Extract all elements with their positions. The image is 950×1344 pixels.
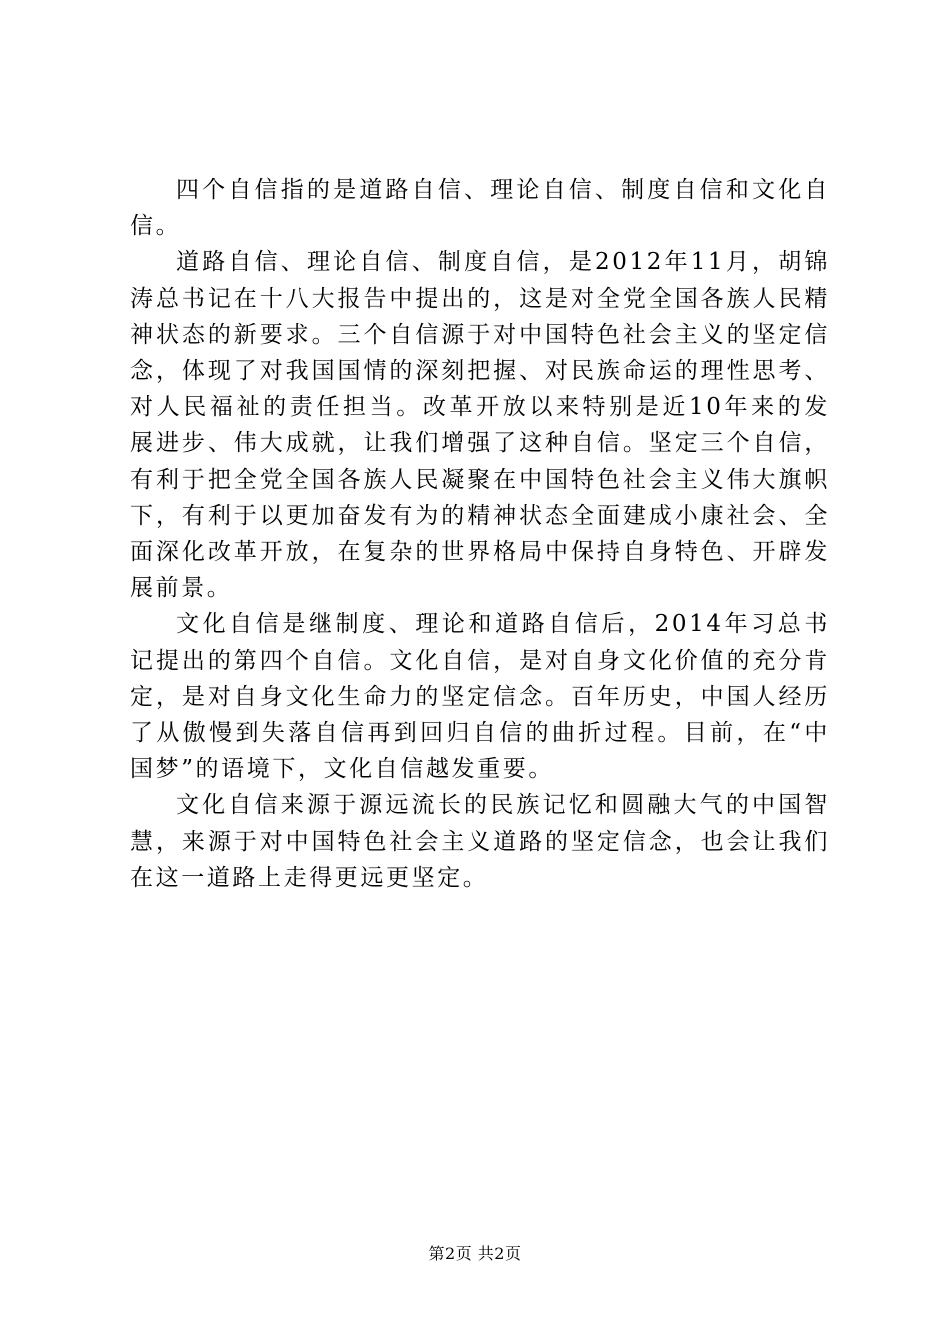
paragraph-cultural-confidence: 文化自信是继制度、理论和道路自信后，2014年习总书记提出的第四个自信。文化自信，是对自身文化价值的充分肯定，是对自身文化生命力的坚定信念。百年历史，中国人经历了从傲慢到失落自信再到回归自信的曲折过程。目前，在“中国梦”的语境下，文化自信越发重要。 [130, 611, 830, 783]
paragraph-three-confidences: 道路自信、理论自信、制度自信，是2012年11月，胡锦涛总书记在十八大报告中提出的，这是对全党全国各族人民精神状态的新要求。三个自信源于对中国特色社会主义的坚定信念，体现了对我国国情的深刻把握、对民族命运的理性思考、对人民福祉的责任担当。改革开放以来特别是近10年来的发展进步、伟大成就，让我们增强了这种自信。坚定三个自信，有利于把全党全国各族人民凝聚在中国特色社会主义伟大旗帜下，有利于以更加奋发有为的精神状态全面建成小康社会、全面深化改革开放，在复杂的世界格局中保持自身特色、开辟发展前景。 [130, 249, 830, 602]
document-body [130, 172, 830, 896]
page-number-footer: 第2页 共2页 [428, 1244, 522, 1263]
paragraph-four-confidences: 四个自信指的是道路自信、理论自信、制度自信和文化自信。 [130, 177, 830, 240]
paragraph-cultural-confidence-source: 文化自信来源于源远流长的民族记忆和圆融大气的中国智慧，来源于对中国特色社会主义道路的坚定信念，也会让我们在这一道路上走得更远更坚定。 [130, 792, 830, 891]
